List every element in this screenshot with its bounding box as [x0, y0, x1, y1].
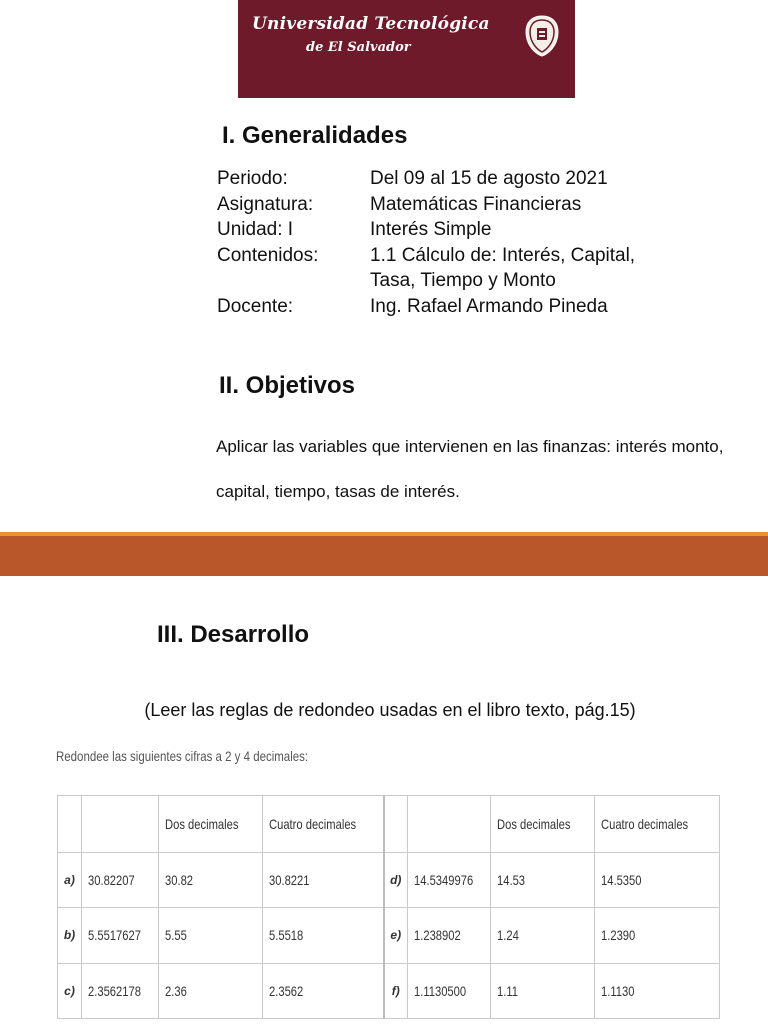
info-row [217, 192, 670, 218]
info-value: Interés Simple [370, 219, 492, 240]
table-header-cell [384, 796, 408, 853]
exercise-instruction: Redondee las siguientes cifras a 2 y 4 decimales: [56, 748, 309, 764]
row-label: e) [384, 908, 408, 963]
university-seal-icon [524, 14, 560, 58]
info-key: Unidad: I [217, 219, 294, 240]
logo-line-2: de El Salvador [306, 40, 411, 55]
section-objetivos-title: II. Objetivos [219, 372, 356, 399]
university-logo [238, 0, 575, 98]
info-key: Periodo: [217, 168, 288, 189]
info-key: Asignatura: [217, 193, 314, 215]
info-key: Docente: [217, 295, 294, 317]
table-cell: 30.8221 [263, 853, 384, 908]
table-row [58, 963, 720, 1018]
reading-note: (Leer las reglas de redondeo usadas en el libro texto, pág.15) [144, 700, 636, 720]
rounding-table [57, 795, 720, 1019]
table-cell: 14.5349976 [408, 853, 491, 908]
table-cell: 1.24 [491, 908, 595, 963]
info-value: Del 09 al 15 de agosto 2021 [370, 168, 608, 189]
info-row [217, 294, 670, 320]
info-key: Contenidos: [217, 244, 319, 266]
info-row [217, 243, 670, 294]
objetivos-text: Aplicar las variables que intervienen en las finanzas: interés monto, capital, tiempo, tasas de interés. [216, 437, 724, 501]
row-label: b) [58, 908, 82, 963]
row-label: d) [384, 853, 408, 908]
table-cell: 2.3562178 [82, 963, 159, 1018]
table-cell: 1.238902 [408, 908, 491, 963]
table-header-cell [82, 796, 159, 853]
info-value: 1.1 Cálculo de: Interés, Capital, Tasa, Tiempo y Monto [370, 244, 636, 291]
table-header-cell [58, 796, 82, 853]
table-header-cell: Cuatro decimales [595, 796, 720, 853]
table-cell: 14.5350 [595, 853, 720, 908]
info-value: Ing. Rafael Armando Pineda [370, 295, 608, 317]
logo-line-1: Universidad Tecnológica [252, 14, 490, 34]
table-row [58, 853, 720, 908]
table-cell: 5.55 [159, 908, 263, 963]
table-header-cell: Dos decimales [491, 796, 595, 853]
table-cell: 2.36 [159, 963, 263, 1018]
table-cell: 5.5517627 [82, 908, 159, 963]
table-cell: 1.1130500 [408, 963, 491, 1018]
section-desarrollo-title: III. Desarrollo [157, 621, 310, 648]
info-value: Matemáticas Financieras [370, 193, 582, 215]
general-info [217, 166, 670, 319]
section-generalidades-title: I. Generalidades [222, 122, 408, 149]
table-row [58, 908, 720, 963]
info-row [217, 166, 670, 192]
table-header-row [58, 796, 720, 853]
table-header-cell: Dos decimales [159, 796, 263, 853]
row-label: f) [384, 963, 408, 1018]
table-cell: 30.82 [159, 853, 263, 908]
table-cell: 1.1130 [595, 963, 720, 1018]
table-header-cell [408, 796, 491, 853]
row-label: a) [58, 853, 82, 908]
table-cell: 1.11 [491, 963, 595, 1018]
row-label: c) [58, 963, 82, 1018]
table-cell: 2.3562 [263, 963, 384, 1018]
table-cell: 30.82207 [82, 853, 159, 908]
info-row [217, 217, 670, 243]
table-header-cell: Cuatro decimales [263, 796, 384, 853]
table-cell: 1.2390 [595, 908, 720, 963]
table-cell: 14.53 [491, 853, 595, 908]
divider-band [0, 532, 768, 576]
table-cell: 5.5518 [263, 908, 384, 963]
